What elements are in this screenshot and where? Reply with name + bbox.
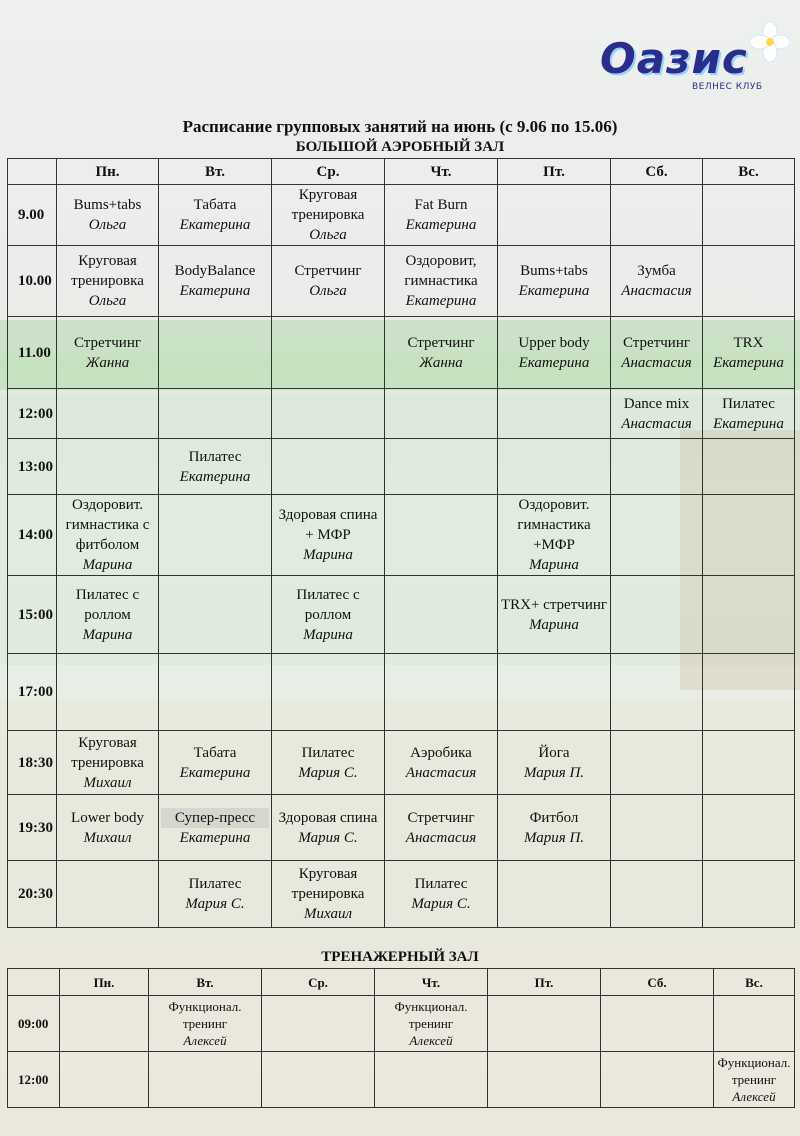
instructor-name: Анастасия [621, 415, 692, 432]
class-cell [601, 996, 714, 1052]
time-cell: 18:30 [8, 731, 57, 795]
class-name: Пилатес с роллом [296, 586, 360, 623]
class-cell [611, 731, 703, 795]
class-cell [385, 439, 498, 495]
corner-cell [8, 969, 60, 996]
class-cell [272, 246, 385, 317]
class-cell [57, 861, 159, 928]
class-cell [714, 996, 795, 1052]
schedule-row [8, 317, 795, 389]
class-name: Функционал. тренинг [717, 1055, 791, 1087]
corner-cell [8, 159, 57, 185]
schedule-row [8, 246, 795, 317]
class-cell [272, 185, 385, 246]
time-cell: 11.00 [8, 317, 57, 389]
class-cell [498, 861, 611, 928]
instructor-name: Михаил [304, 906, 352, 922]
header-row [8, 159, 795, 185]
class-cell [385, 495, 498, 576]
day-header: Вс. [714, 969, 795, 996]
instructor-name: Екатерина [713, 354, 784, 371]
class-cell [703, 185, 795, 246]
class-name: Пилатес [301, 744, 355, 761]
instructor-name: Анастасия [405, 764, 477, 781]
flower-icon [750, 22, 790, 62]
instructor-name: Мария С. [185, 896, 245, 912]
time-cell: 19:30 [8, 795, 57, 861]
class-name: Табата [193, 744, 237, 761]
instructor-name: Марина [303, 547, 353, 563]
page-title: Расписание групповых занятий на июнь (с 9.06 по 15.06) [182, 117, 618, 136]
hall2-title: ТРЕНАЖЕРНЫЙ ЗАЛ [321, 949, 479, 965]
class-cell [385, 731, 498, 795]
class-cell [611, 185, 703, 246]
instructor-name: Екатерина [405, 293, 477, 309]
class-name: Стретчинг [407, 809, 475, 826]
instructor-name: Анастасия [621, 283, 692, 299]
instructor-name: Алексей [732, 1089, 776, 1104]
time-cell: 14:00 [8, 495, 57, 576]
class-name: Оздоровит, гимнастика [404, 253, 478, 289]
class-cell [385, 246, 498, 317]
class-cell [611, 439, 703, 495]
instructor-name: Ольга [88, 293, 127, 309]
class-cell [262, 1052, 375, 1108]
class-name: Пилатес с роллом [75, 586, 140, 623]
class-cell [159, 654, 272, 731]
instructor-name: Анастасия [621, 354, 692, 371]
class-name: Стретчинг [622, 334, 690, 351]
time-cell: 10.00 [8, 246, 57, 317]
day-header: Ср. [262, 969, 375, 996]
time-cell: 09:00 [8, 996, 60, 1052]
class-cell [272, 795, 385, 861]
class-name: Bums+tabs [520, 263, 588, 279]
class-cell [498, 317, 611, 389]
day-header: Чт. [375, 969, 488, 996]
class-cell [57, 317, 159, 389]
class-cell [703, 495, 795, 576]
class-name: BodyBalance [174, 263, 256, 279]
class-cell [385, 185, 498, 246]
class-cell [498, 795, 611, 861]
class-name: Lower body [71, 809, 144, 826]
class-cell [159, 317, 272, 389]
logo-word: Оазис [600, 34, 748, 83]
class-cell [498, 246, 611, 317]
time-cell: 17:00 [8, 654, 57, 731]
class-name: Стретчинг [407, 334, 475, 351]
instructor-name: Анастасия [405, 829, 477, 846]
instructor-name: Екатерина [518, 354, 590, 371]
class-name: Функционал. тренинг [394, 999, 468, 1031]
class-cell [57, 795, 159, 861]
instructor-name: Алексей [183, 1033, 227, 1048]
class-cell [159, 439, 272, 495]
schedule-row [8, 1052, 795, 1108]
schedule-row [8, 795, 795, 861]
class-name: Круговая тренировка [71, 253, 144, 289]
class-cell [703, 389, 795, 439]
class-name: Аэробика [410, 744, 472, 761]
day-header: Пт. [488, 969, 601, 996]
time-cell: 13:00 [8, 439, 57, 495]
class-cell [498, 185, 611, 246]
header-row [8, 969, 795, 996]
instructor-name: Екатерина [518, 283, 590, 299]
class-cell [385, 317, 498, 389]
class-name: Пилатес [188, 876, 242, 892]
class-cell [159, 246, 272, 317]
class-name: Круговая тренировка [291, 187, 365, 223]
instructor-name: Марина [303, 626, 353, 643]
class-cell [272, 317, 385, 389]
class-cell [385, 654, 498, 731]
class-name: Пилатес [722, 395, 775, 412]
class-cell [159, 731, 272, 795]
class-cell [703, 576, 795, 654]
class-name: Круговая тренировка [291, 866, 365, 902]
gym-hall-schedule [7, 968, 795, 1108]
schedule-row [8, 439, 795, 495]
class-cell [149, 996, 262, 1052]
class-cell [60, 1052, 149, 1108]
class-name: Табата [193, 197, 237, 213]
class-cell [385, 861, 498, 928]
class-cell [498, 576, 611, 654]
class-cell [272, 439, 385, 495]
time-cell: 15:00 [8, 576, 57, 654]
class-name: Зумба [637, 263, 676, 279]
class-cell [703, 731, 795, 795]
day-header: Вт. [159, 159, 272, 185]
instructor-name: Екатерина [179, 829, 251, 846]
time-cell: 20:30 [8, 861, 57, 928]
instructor-name: Марина [529, 557, 579, 573]
class-cell [57, 576, 159, 654]
instructor-name: Екатерина [179, 764, 251, 781]
instructor-name: Мария С. [298, 829, 358, 846]
instructor-name: Ольга [88, 217, 127, 233]
class-cell [498, 731, 611, 795]
class-cell [272, 861, 385, 928]
schedule-row [8, 185, 795, 246]
instructor-name: Екатерина [179, 217, 251, 233]
class-cell [498, 654, 611, 731]
schedule-row [8, 654, 795, 731]
instructor-name: Екатерина [713, 415, 784, 432]
class-cell [498, 389, 611, 439]
class-cell [159, 795, 272, 861]
class-name: Fat Burn [414, 197, 468, 213]
instructor-name: Марина [82, 557, 133, 573]
class-cell [611, 317, 703, 389]
class-cell [262, 996, 375, 1052]
oasis-logo [600, 20, 790, 100]
class-cell [385, 795, 498, 861]
schedule-row [8, 495, 795, 576]
class-cell [57, 389, 159, 439]
time-cell: 9.00 [8, 185, 57, 246]
class-cell [159, 495, 272, 576]
instructor-name: Михаил [83, 829, 132, 846]
class-cell [272, 495, 385, 576]
class-name: Здоровая спина [278, 809, 378, 826]
instructor-name: Марина [529, 616, 579, 633]
class-cell [159, 861, 272, 928]
day-header: Ср. [272, 159, 385, 185]
day-header: Вт. [149, 969, 262, 996]
schedule-row [8, 731, 795, 795]
class-cell [601, 1052, 714, 1108]
instructor-name: Ольга [309, 227, 347, 243]
time-cell: 12:00 [8, 1052, 60, 1108]
class-cell [385, 389, 498, 439]
class-cell [159, 185, 272, 246]
class-name: Оздоровит. гимнастика с фитболом [65, 497, 150, 553]
aerobic-hall-schedule [7, 158, 795, 928]
instructor-name: Екатерина [405, 217, 477, 233]
class-name: Оздоровит. гимнастика +МФР [517, 497, 591, 553]
class-cell [57, 185, 159, 246]
class-cell [272, 654, 385, 731]
class-name: TRX+ стретчинг [500, 596, 608, 613]
day-header: Пт. [498, 159, 611, 185]
class-cell [611, 654, 703, 731]
class-cell [703, 439, 795, 495]
class-cell [488, 996, 601, 1052]
day-header: Чт. [385, 159, 498, 185]
logo-subtitle: ВЕЛНЕС КЛУБ [692, 82, 763, 92]
hall1-title: БОЛЬШОЙ АЭРОБНЫЙ ЗАЛ [295, 139, 505, 155]
day-header: Вс. [703, 159, 795, 185]
class-name: Круговая тренировка [71, 734, 144, 771]
class-name: Пилатес [414, 876, 468, 892]
class-cell [159, 576, 272, 654]
class-cell [703, 317, 795, 389]
class-cell [57, 654, 159, 731]
instructor-name: Екатерина [179, 283, 251, 299]
class-name: Bums+tabs [73, 197, 142, 213]
class-cell [375, 1052, 488, 1108]
instructor-name: Мария П. [523, 764, 585, 781]
day-header: Сб. [601, 969, 714, 996]
class-cell [498, 495, 611, 576]
class-cell [159, 389, 272, 439]
class-cell [57, 246, 159, 317]
class-name: Супер-пресс [161, 808, 269, 828]
class-cell [703, 795, 795, 861]
instructor-name: Жанна [85, 354, 130, 371]
class-name: Upper body [518, 334, 590, 351]
class-name: Стретчинг [294, 263, 362, 279]
class-cell [57, 731, 159, 795]
class-name: Стретчинг [73, 334, 141, 351]
class-cell [611, 576, 703, 654]
class-cell [703, 861, 795, 928]
class-cell [272, 389, 385, 439]
class-name: Функционал. тренинг [168, 999, 242, 1031]
class-cell [272, 576, 385, 654]
schedule-row [8, 996, 795, 1052]
class-cell [611, 861, 703, 928]
class-cell [385, 576, 498, 654]
class-cell [703, 246, 795, 317]
schedule-row [8, 576, 795, 654]
class-cell [272, 731, 385, 795]
class-cell [57, 495, 159, 576]
class-cell [714, 1052, 795, 1108]
class-cell [611, 495, 703, 576]
day-header: Пн. [60, 969, 149, 996]
class-cell [149, 1052, 262, 1108]
instructor-name: Мария С. [411, 896, 471, 912]
instructor-name: Мария С. [298, 764, 358, 781]
instructor-name: Ольга [309, 283, 347, 299]
class-name: Здоровая спина + МФР [278, 507, 378, 543]
class-name: Йога [538, 744, 570, 761]
day-header: Пн. [57, 159, 159, 185]
class-name: TRX [733, 334, 764, 351]
class-name: Фитбол [529, 809, 579, 826]
instructor-name: Мария П. [523, 829, 585, 846]
instructor-name: Марина [82, 626, 133, 643]
instructor-name: Михаил [83, 774, 132, 791]
instructor-name: Екатерина [179, 468, 251, 485]
schedule-row [8, 389, 795, 439]
class-name: Dance mix [623, 395, 690, 412]
class-cell [57, 439, 159, 495]
class-cell [703, 654, 795, 731]
class-cell [611, 389, 703, 439]
time-cell: 12:00 [8, 389, 57, 439]
instructor-name: Алексей [409, 1033, 453, 1048]
class-cell [488, 1052, 601, 1108]
day-header: Сб. [611, 159, 703, 185]
class-cell [498, 439, 611, 495]
class-cell [611, 795, 703, 861]
schedule-row [8, 861, 795, 928]
instructor-name: Жанна [419, 354, 463, 371]
class-name: Пилатес [188, 448, 242, 465]
class-cell [60, 996, 149, 1052]
class-cell [375, 996, 488, 1052]
class-cell [611, 246, 703, 317]
